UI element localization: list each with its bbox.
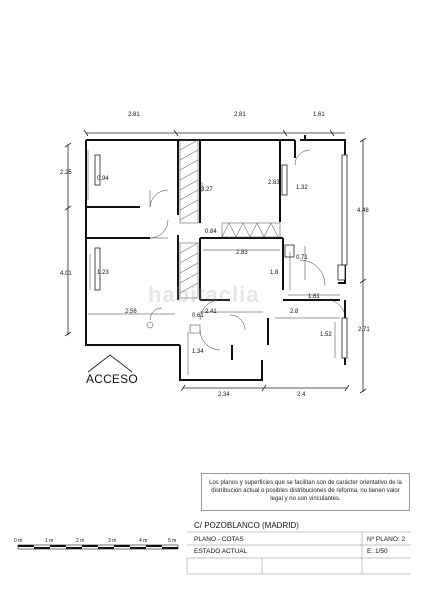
dim-int-10: 1.61 xyxy=(308,294,320,300)
dim-top-1: 2.81 xyxy=(128,112,140,118)
dim-int-9: 1.8 xyxy=(270,270,279,276)
dim-bottom-1: 2.34 xyxy=(218,392,230,398)
dim-int-15: 1.52 xyxy=(320,332,332,338)
dim-int-12: 2.41 xyxy=(205,309,217,315)
interior-dims xyxy=(88,150,340,375)
dim-top-3: 1.61 xyxy=(313,112,325,118)
scale-label-2: 2 m xyxy=(76,538,85,544)
plan-status: ESTADO ACTUAL xyxy=(194,548,248,555)
entrance-arrow-icon xyxy=(88,355,132,372)
scale-label-1: 1 m xyxy=(45,538,54,544)
dim-bottom-2: 2.4 xyxy=(297,392,306,398)
scale-label-5: 5 m xyxy=(168,538,177,544)
plan-type: PLANO - COTAS xyxy=(194,536,244,543)
dim-int-16: 1.34 xyxy=(192,349,204,355)
disclaimer-text: Los planos y superficies que se facilitan son de carácter orientativo de la distribución actual o posibles distribuciones de reforma, no tienen valor legal y no son vinculantes. xyxy=(201,473,410,511)
hatched-wall xyxy=(180,140,198,298)
scale-label-4: 4 m xyxy=(139,538,148,544)
dim-right-2: 2.71 xyxy=(358,327,370,333)
dim-int-11: 2.56 xyxy=(125,309,137,315)
dim-ticks xyxy=(65,130,366,393)
dim-int-8: 1.23 xyxy=(97,270,109,276)
plan-scale: E: 1/50 xyxy=(367,548,388,555)
scale-bar xyxy=(18,545,178,549)
dim-right-1: 4.48 xyxy=(357,208,369,214)
entrance-label: ACCESO xyxy=(86,372,138,386)
plan-number: Nº PLANO: 2 xyxy=(367,536,406,543)
dim-left-1: 2.25 xyxy=(60,170,72,176)
scale-label-3: 3 m xyxy=(108,538,117,544)
dim-top-2: 2.81 xyxy=(234,112,246,118)
dim-left-2: 4.01 xyxy=(60,271,72,277)
dimension-labels xyxy=(60,112,370,398)
dim-int-7: 0.71 xyxy=(296,255,308,261)
closet xyxy=(222,223,280,237)
title-block xyxy=(187,516,411,574)
dim-int-5: 0.84 xyxy=(205,229,217,235)
dim-int-6: 2.83 xyxy=(236,250,248,256)
scale-label-0: 0 m xyxy=(14,538,23,544)
address-title: C/ POZOBLANCO (MADRID) xyxy=(194,521,299,530)
dim-int-14: 2.8 xyxy=(290,309,299,315)
dim-int-3: 2.83 xyxy=(268,180,280,186)
dim-int-4: 1.32 xyxy=(296,185,308,191)
dim-int-13: 0.61 xyxy=(192,313,204,319)
windows xyxy=(95,155,347,358)
watermark: habitaclia xyxy=(148,282,260,307)
dim-int-2: 3.27 xyxy=(201,187,213,193)
dim-int-1: 0.94 xyxy=(97,176,109,182)
